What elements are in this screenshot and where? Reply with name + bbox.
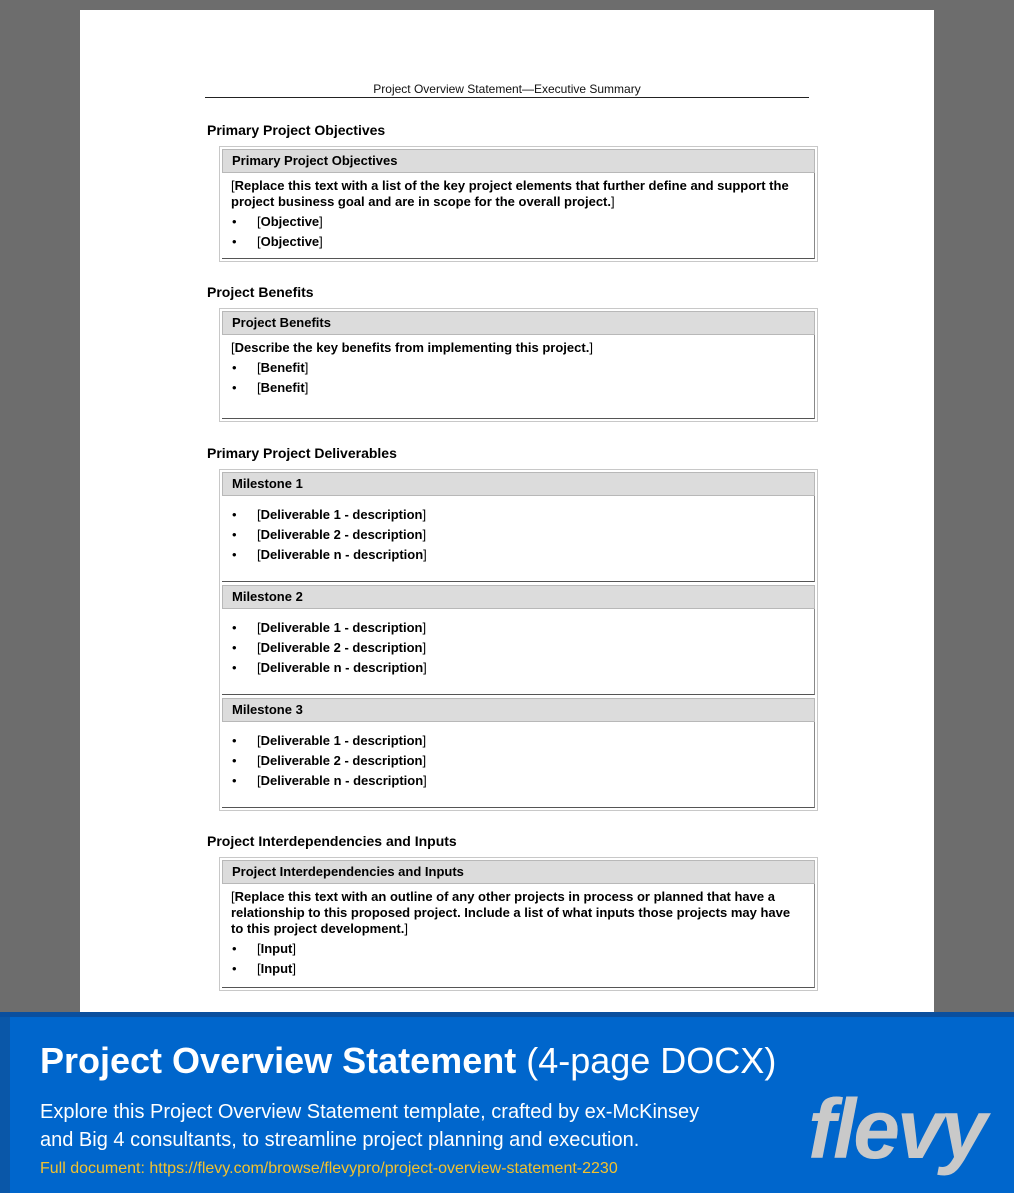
- list-item: • [Deliverable 2 - description]: [231, 751, 804, 771]
- benefits-box-heading: Project Benefits: [222, 311, 815, 335]
- milestone-1-body: [222, 496, 815, 582]
- objectives-text: [Replace this text with a list of the key project elements that further define and support the project business goal and are in scope for the overall project.]: [231, 178, 789, 209]
- interdependencies-box-heading: Project Interdependencies and Inputs: [222, 860, 815, 884]
- banner-link[interactable]: Full document: https://flevy.com/browse/flevypro/project-overview-statement-2230: [40, 1160, 618, 1177]
- section-title-objectives: Primary Project Objectives: [207, 122, 386, 138]
- list-item: • [Benefit]: [231, 358, 804, 378]
- list-item: • [Deliverable 1 - description]: [231, 731, 804, 751]
- objectives-box-heading: Primary Project Objectives: [222, 149, 815, 173]
- milestone-2-body: [222, 609, 815, 695]
- list-item: • [Deliverable n - description]: [231, 545, 804, 565]
- objectives-box-body: [222, 173, 815, 259]
- milestone-1-heading: Milestone 1: [222, 472, 815, 496]
- list-item: • [Deliverable n - description]: [231, 771, 804, 791]
- document-page: [80, 10, 934, 1020]
- page-header: Project Overview Statement—Executive Summary: [205, 82, 809, 98]
- deliverables-box: [219, 469, 818, 811]
- banner-title: Project Overview Statement (4-page DOCX): [40, 1040, 777, 1081]
- promo-banner: [0, 1012, 1014, 1193]
- section-title-interdependencies: Project Interdependencies and Inputs: [207, 833, 457, 849]
- list-item: • [Deliverable 1 - description]: [231, 618, 804, 638]
- section-title-deliverables: Primary Project Deliverables: [207, 445, 397, 461]
- interdependencies-box: [219, 857, 818, 991]
- flevy-logo[interactable]: flevy: [808, 1082, 985, 1176]
- objectives-box: [219, 146, 818, 262]
- milestone-3-heading: Milestone 3: [222, 698, 815, 722]
- benefits-box: [219, 308, 818, 422]
- banner-description: Explore this Project Overview Statement template, crafted by ex-McKinsey and Big 4 consultants, to streamline project planning and execution.: [40, 1101, 700, 1151]
- list-item: • [Benefit]: [231, 378, 804, 398]
- benefits-box-body: [222, 335, 815, 419]
- interdependencies-box-body: [222, 884, 815, 988]
- list-item: • [Input]: [231, 959, 804, 979]
- milestone-3-body: [222, 722, 815, 808]
- list-item: • [Deliverable 2 - description]: [231, 638, 804, 658]
- list-item: • [Input]: [231, 939, 804, 959]
- milestone-2-heading: Milestone 2: [222, 585, 815, 609]
- interdependencies-text: [Replace this text with an outline of any other projects in process or planned that have a relationship to this proposed project. Include a list of what inputs those projects may have to this project development.]: [231, 889, 791, 936]
- benefits-text: [Describe the key benefits from implementing this project.]: [231, 340, 593, 355]
- list-item: • [Objective]: [231, 232, 804, 252]
- list-item: • [Deliverable 2 - description]: [231, 525, 804, 545]
- list-item: • [Objective]: [231, 212, 804, 232]
- list-item: • [Deliverable 1 - description]: [231, 505, 804, 525]
- list-item: • [Deliverable n - description]: [231, 658, 804, 678]
- section-title-benefits: Project Benefits: [207, 284, 314, 300]
